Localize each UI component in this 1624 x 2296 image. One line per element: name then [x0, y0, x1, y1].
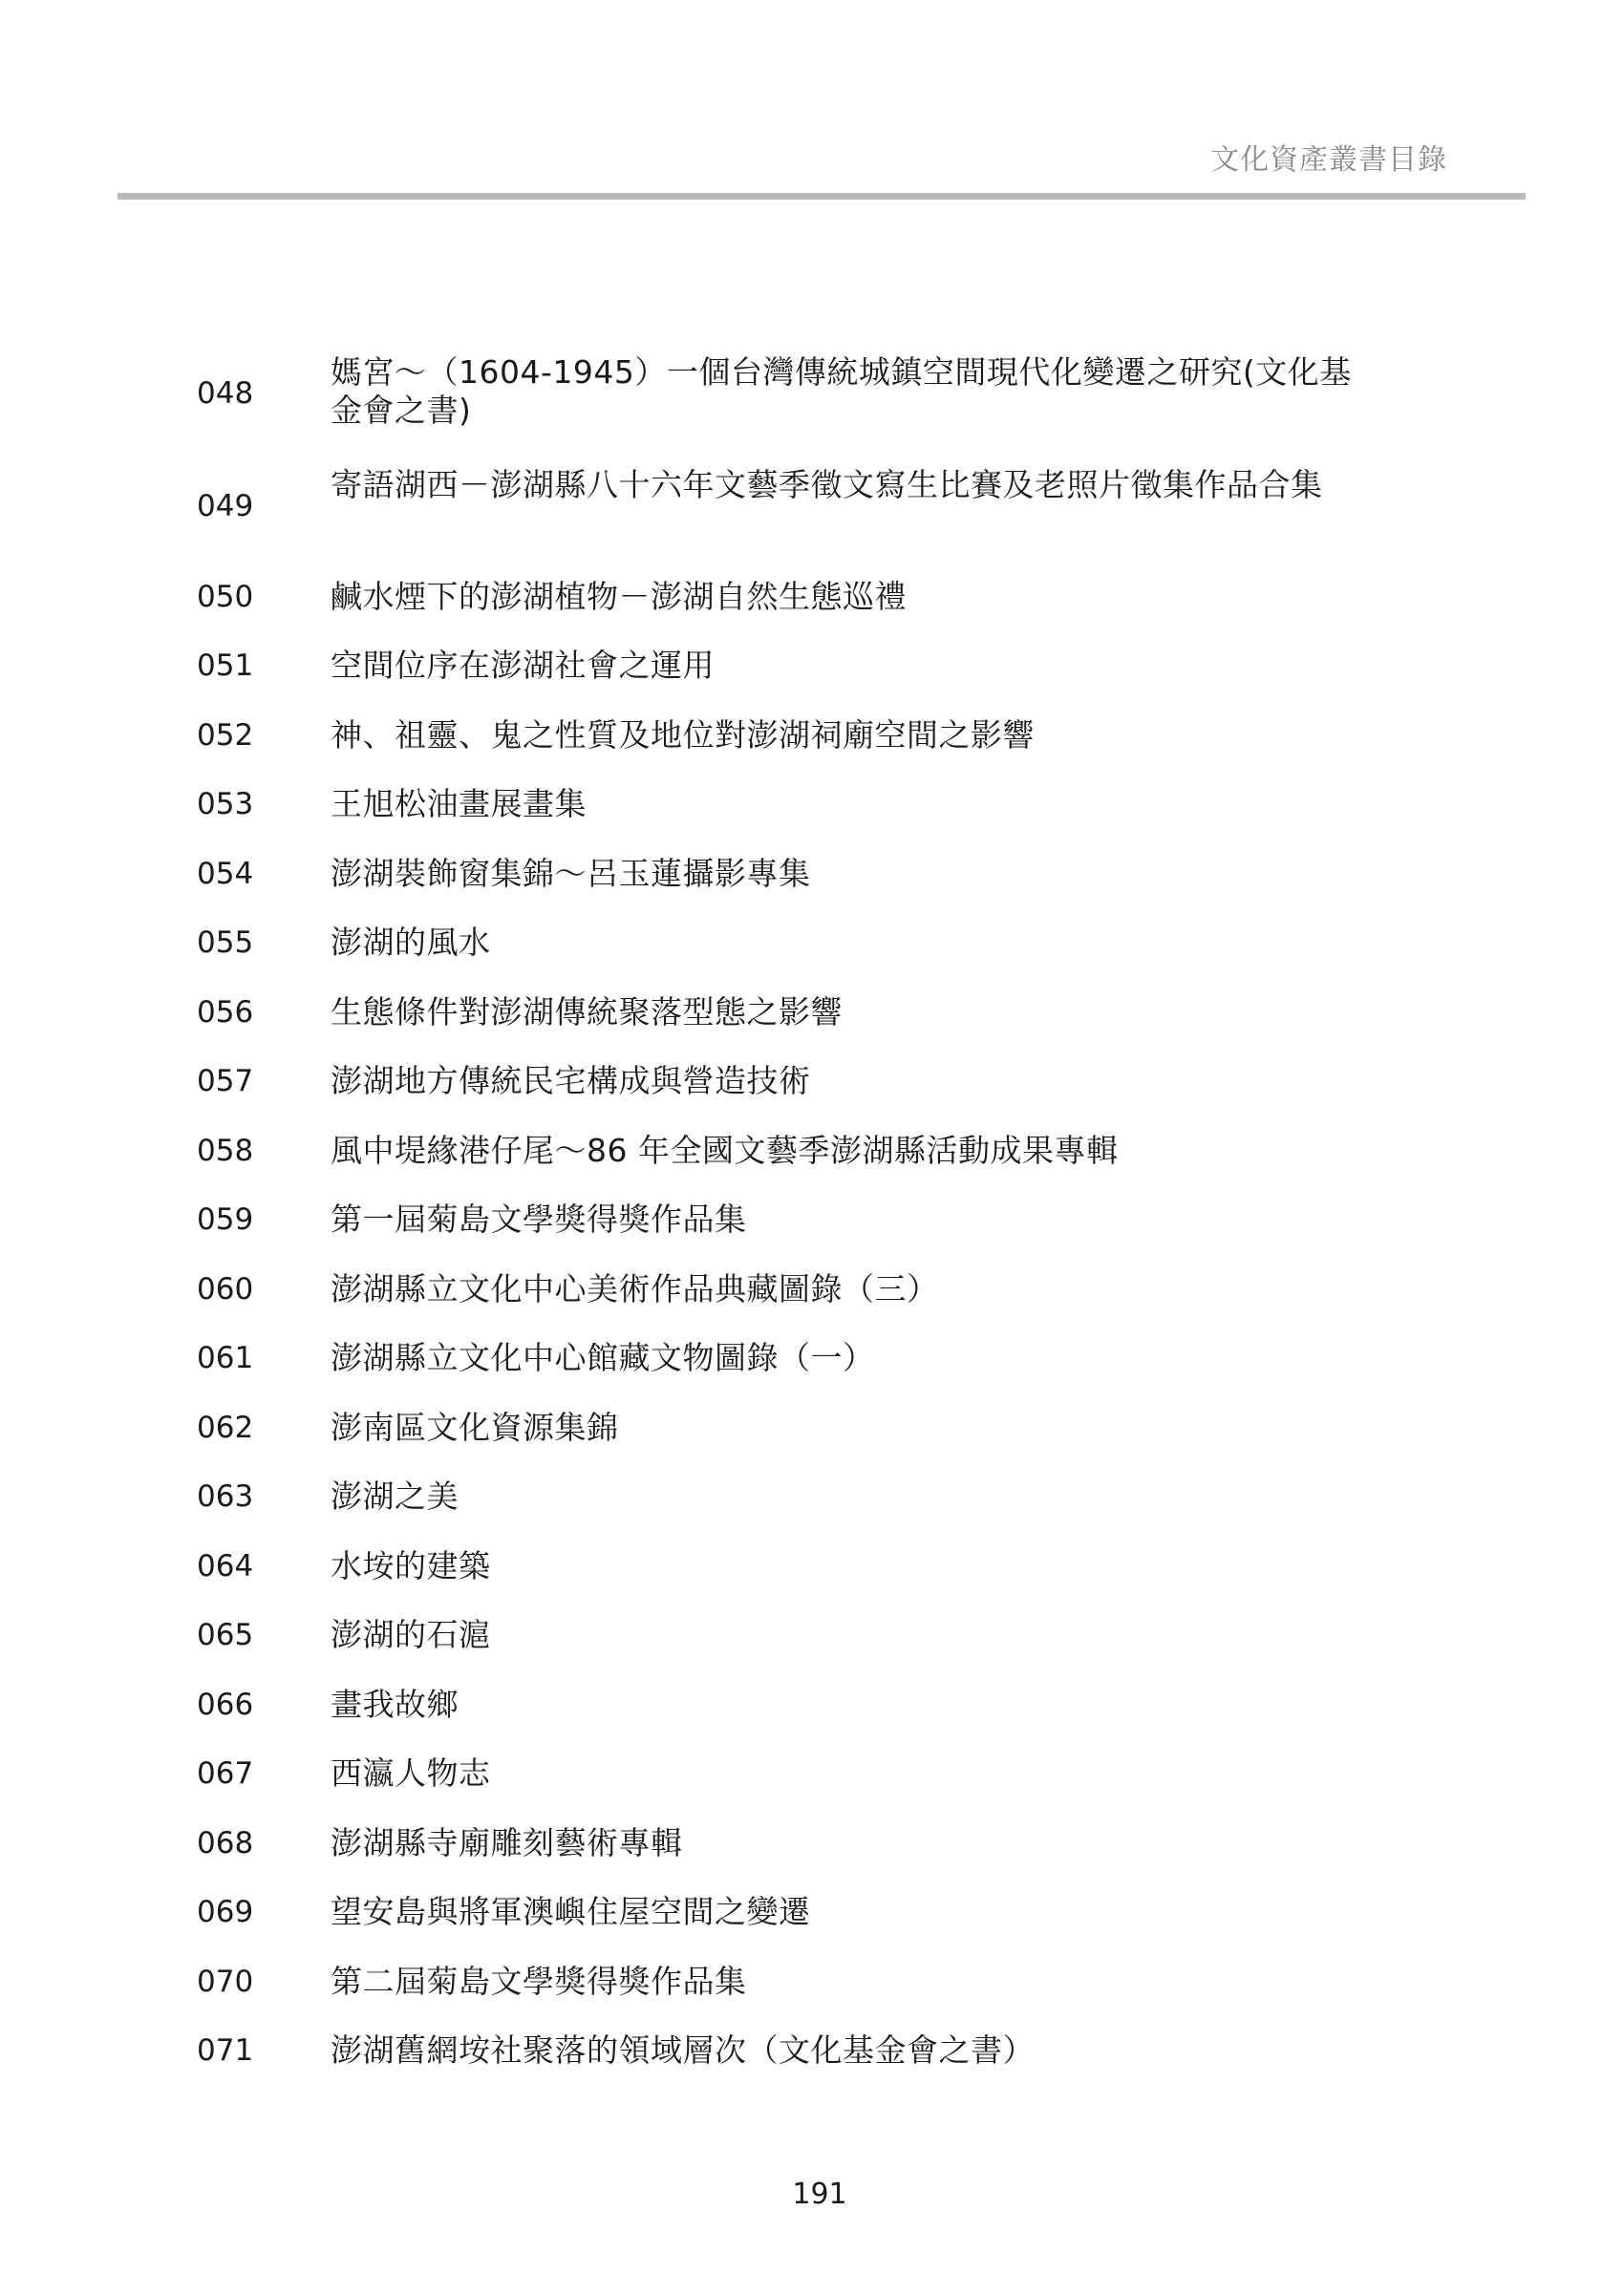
entry-title: 澎湖縣立文化中心美術作品典藏圖錄（三）: [331, 1270, 939, 1307]
page-number: 191: [792, 2178, 847, 2211]
entry-number: 057: [197, 1064, 254, 1098]
entry-number: 071: [197, 2033, 254, 2068]
entry-number: 056: [197, 995, 254, 1030]
entry-number: 063: [197, 1479, 254, 1514]
entry-title: 王旭松油畫展畫集: [331, 785, 587, 822]
entry-title: 望安島與將軍澳嶼住屋空間之變遷: [331, 1893, 811, 1930]
entry-number: 065: [197, 1618, 254, 1652]
entry-title: 澎湖縣寺廟雕刻藝術專輯: [331, 1824, 683, 1861]
entry-title: 神、祖靈、鬼之性質及地位對澎湖祠廟空間之影響: [331, 716, 1035, 754]
entry-number: 055: [197, 925, 254, 960]
entry-number: 064: [197, 1549, 254, 1584]
running-header: 文化資產叢書目錄: [1210, 143, 1447, 177]
entry-number: 048: [197, 376, 254, 411]
entry-title: 寄語湖西－澎湖縣八十六年文藝季徵文寫生比賽及老照片徵集作品合集: [331, 466, 1323, 503]
entry-number: 069: [197, 1895, 254, 1929]
entry-number: 053: [197, 787, 254, 821]
entry-title: 澎湖舊網垵社聚落的領域層次（文化基金會之書）: [331, 2031, 1035, 2069]
entry-title: 第一屆菊島文學獎得獎作品集: [331, 1201, 747, 1238]
entry-number: 067: [197, 1756, 254, 1791]
entry-title: 水垵的建築: [331, 1547, 491, 1584]
entry-number: 052: [197, 718, 254, 753]
entry-number: 049: [197, 489, 254, 523]
header-rule: [118, 193, 1526, 200]
entry-title: 第二屆菊島文學獎得獎作品集: [331, 1963, 747, 2000]
entry-number: 062: [197, 1411, 254, 1445]
entry-number: 060: [197, 1272, 254, 1307]
entry-title: 澎湖地方傳統民宅構成與營造技術: [331, 1062, 811, 1099]
entry-number: 054: [197, 857, 254, 891]
entry-number: 068: [197, 1826, 254, 1860]
entry-number: 058: [197, 1134, 254, 1168]
entry-title: 畫我故鄉: [331, 1686, 459, 1723]
entry-number: 070: [197, 1965, 254, 1999]
entry-title: 生態條件對澎湖傳統聚落型態之影響: [331, 993, 843, 1031]
entry-title: 澎湖縣立文化中心館藏文物圖錄（一）: [331, 1339, 875, 1376]
entry-title: 澎湖的風水: [331, 924, 491, 961]
entry-title: 媽宮～（1604-1945）一個台灣傳統城鎮空間現代化變遷之研究(文化基金會之書): [331, 353, 1352, 429]
entry-title: 澎湖裝飾窗集錦～呂玉蓮攝影專集: [331, 855, 811, 892]
entry-number: 059: [197, 1202, 254, 1237]
entry-number: 050: [197, 580, 254, 614]
entry-title: 西瀛人物志: [331, 1754, 491, 1792]
entry-number: 051: [197, 648, 254, 683]
entry-number: 061: [197, 1341, 254, 1375]
entry-title: 空間位序在澎湖社會之運用: [331, 647, 715, 684]
entry-title: 澎南區文化資源集錦: [331, 1409, 619, 1446]
entry-title: 鹹水煙下的澎湖植物－澎湖自然生態巡禮: [331, 578, 907, 615]
entry-title: 澎湖之美: [331, 1478, 459, 1515]
entry-title: 澎湖的石滬: [331, 1616, 491, 1653]
entry-title: 風中堤緣港仔尾～86 年全國文藝季澎湖縣活動成果專輯: [331, 1132, 1119, 1169]
entry-number: 066: [197, 1688, 254, 1722]
